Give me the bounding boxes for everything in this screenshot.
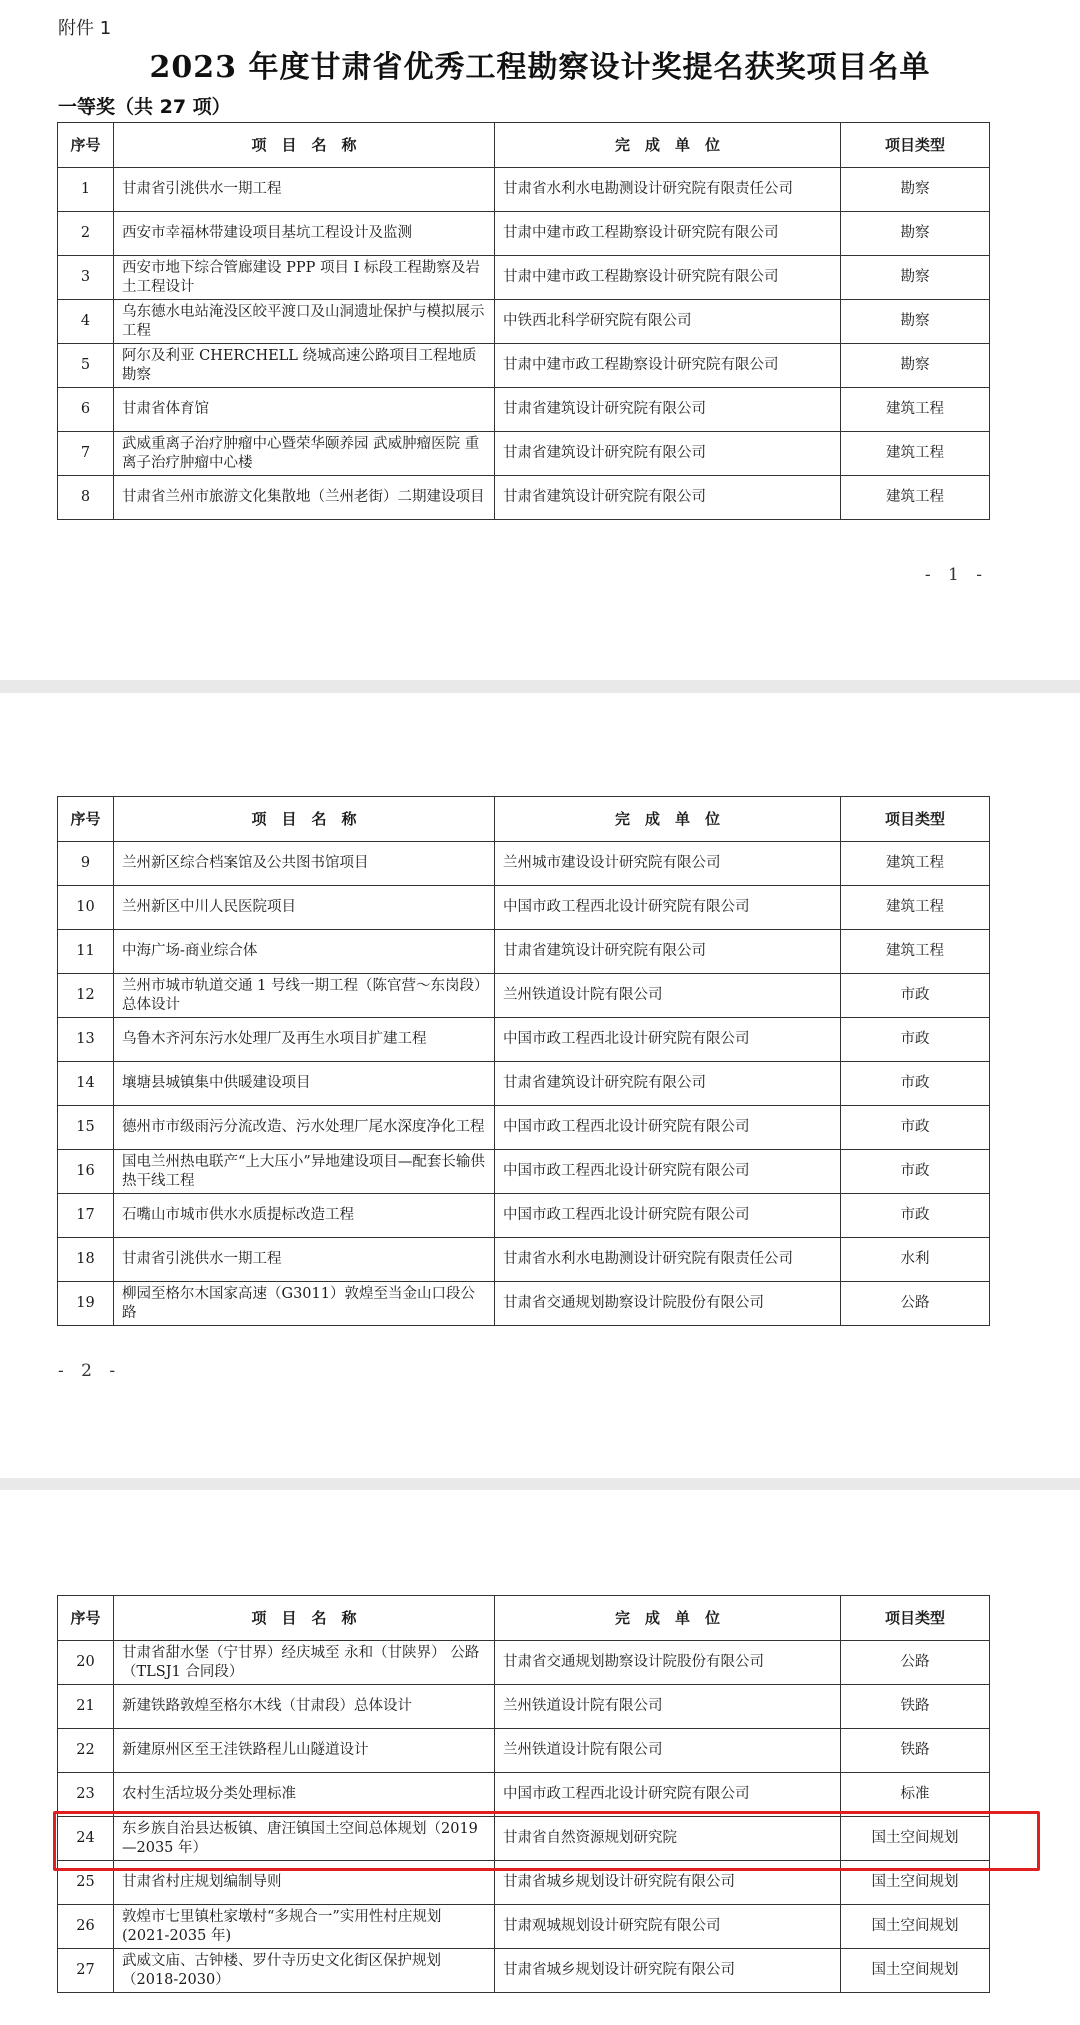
table-row <box>58 1238 990 1282</box>
project-name: 甘肃省体育馆 <box>114 388 495 432</box>
project-name: 石嘴山市城市供水水质提标改造工程 <box>114 1194 495 1238</box>
project-type: 市政 <box>841 1018 990 1062</box>
document-title: 2023 年度甘肃省优秀工程勘察设计奖提名获奖项目名单 <box>149 50 931 85</box>
attachment-label: 附件 1 <box>58 18 112 39</box>
row-number: 25 <box>58 1861 114 1905</box>
project-type: 建筑工程 <box>841 388 990 432</box>
header-project-name: 项 目 名 称 <box>114 1596 495 1641</box>
row-number: 13 <box>58 1018 114 1062</box>
row-number: 14 <box>58 1062 114 1106</box>
completing-unit: 兰州铁道设计院有限公司 <box>495 974 841 1018</box>
project-type: 铁路 <box>841 1685 990 1729</box>
award-heading: 一等奖（共 27 项） <box>58 96 231 118</box>
project-name: 东乡族自治县达板镇、唐汪镇国土空间总体规划（2019—2035 年） <box>114 1817 495 1861</box>
row-number: 24 <box>58 1817 114 1861</box>
project-name: 国电兰州热电联产“上大压小”异地建设项目—配套长输供热干线工程 <box>114 1150 495 1194</box>
project-type: 市政 <box>841 974 990 1018</box>
table-row <box>58 212 990 256</box>
header-unit: 完 成 单 位 <box>495 123 841 168</box>
project-name: 西安市幸福林带建设项目基坑工程设计及监测 <box>114 212 495 256</box>
header-project-name: 项 目 名 称 <box>114 123 495 168</box>
project-name: 中海广场-商业综合体 <box>114 930 495 974</box>
project-type: 市政 <box>841 1062 990 1106</box>
table-row <box>58 842 990 886</box>
project-name: 甘肃省兰州市旅游文化集散地（兰州老街）二期建设项目 <box>114 476 495 520</box>
table-row <box>58 1641 990 1685</box>
table-header-row <box>58 123 990 168</box>
project-type: 标准 <box>841 1773 990 1817</box>
table-row <box>58 930 990 974</box>
project-type: 市政 <box>841 1106 990 1150</box>
row-number: 9 <box>58 842 114 886</box>
completing-unit: 兰州铁道设计院有限公司 <box>495 1729 841 1773</box>
table-row <box>58 1861 990 1905</box>
header-type: 项目类型 <box>841 123 990 168</box>
table-row <box>58 1018 990 1062</box>
project-type: 建筑工程 <box>841 432 990 476</box>
header-number: 序号 <box>58 123 114 168</box>
document-page-1 <box>0 0 1080 680</box>
project-type: 市政 <box>841 1150 990 1194</box>
row-number: 20 <box>58 1641 114 1685</box>
project-name: 武威文庙、古钟楼、罗什寺历史文化街区保护规划（2018-2030） <box>114 1949 495 1993</box>
project-name: 兰州新区综合档案馆及公共图书馆项目 <box>114 842 495 886</box>
project-name: 甘肃省引洮供水一期工程 <box>114 168 495 212</box>
row-number: 17 <box>58 1194 114 1238</box>
project-type: 国土空间规划 <box>841 1949 990 1993</box>
table-row <box>58 1194 990 1238</box>
header-unit: 完 成 单 位 <box>495 1596 841 1641</box>
completing-unit: 中国市政工程西北设计研究院有限公司 <box>495 1194 841 1238</box>
project-name: 农村生活垃圾分类处理标准 <box>114 1773 495 1817</box>
completing-unit: 中国市政工程西北设计研究院有限公司 <box>495 1150 841 1194</box>
row-number: 15 <box>58 1106 114 1150</box>
project-type: 市政 <box>841 1194 990 1238</box>
project-name: 乌鲁木齐河东污水处理厂及再生水项目扩建工程 <box>114 1018 495 1062</box>
completing-unit: 兰州城市建设设计研究院有限公司 <box>495 842 841 886</box>
header-type: 项目类型 <box>841 1596 990 1641</box>
row-number: 19 <box>58 1282 114 1326</box>
project-type: 勘察 <box>841 168 990 212</box>
table-row <box>58 1729 990 1773</box>
project-name: 甘肃省甜水堡（宁甘界）经庆城至 永和（甘陕界） 公路（TLSJ1 合同段） <box>114 1641 495 1685</box>
row-number: 8 <box>58 476 114 520</box>
project-name: 武威重离子治疗肿瘤中心暨荣华颐养园 武威肿瘤医院 重离子治疗肿瘤中心楼 <box>114 432 495 476</box>
table-row <box>58 974 990 1018</box>
project-table-page-2 <box>57 796 990 1326</box>
project-type: 公路 <box>841 1282 990 1326</box>
table-row <box>58 1685 990 1729</box>
completing-unit: 兰州铁道设计院有限公司 <box>495 1685 841 1729</box>
page-number: - 2 - <box>58 1361 122 1381</box>
row-number: 23 <box>58 1773 114 1817</box>
project-type: 铁路 <box>841 1729 990 1773</box>
table-row <box>58 344 990 388</box>
row-number: 12 <box>58 974 114 1018</box>
table-header-row <box>58 1596 990 1641</box>
table-row <box>58 168 990 212</box>
table-row <box>58 432 990 476</box>
project-type: 建筑工程 <box>841 886 990 930</box>
project-type: 国土空间规划 <box>841 1861 990 1905</box>
project-name: 柳园至格尔木国家高速（G3011）敦煌至当金山口段公路 <box>114 1282 495 1326</box>
project-name: 敦煌市七里镇杜家墩村“多规合一”实用性村庄规划(2021-2035 年) <box>114 1905 495 1949</box>
completing-unit: 甘肃省水利水电勘测设计研究院有限责任公司 <box>495 168 841 212</box>
project-name: 德州市市级雨污分流改造、污水处理厂尾水深度净化工程 <box>114 1106 495 1150</box>
project-name: 新建原州区至王洼铁路程儿山隧道设计 <box>114 1729 495 1773</box>
row-number: 21 <box>58 1685 114 1729</box>
completing-unit: 中国市政工程西北设计研究院有限公司 <box>495 886 841 930</box>
completing-unit: 中铁西北科学研究院有限公司 <box>495 300 841 344</box>
completing-unit: 中国市政工程西北设计研究院有限公司 <box>495 1773 841 1817</box>
table-row <box>58 886 990 930</box>
row-number: 27 <box>58 1949 114 1993</box>
row-number: 1 <box>58 168 114 212</box>
completing-unit: 甘肃中建市政工程勘察设计研究院有限公司 <box>495 256 841 300</box>
header-number: 序号 <box>58 797 114 842</box>
completing-unit: 甘肃省建筑设计研究院有限公司 <box>495 930 841 974</box>
row-number: 22 <box>58 1729 114 1773</box>
header-type: 项目类型 <box>841 797 990 842</box>
header-unit: 完 成 单 位 <box>495 797 841 842</box>
project-type: 公路 <box>841 1641 990 1685</box>
project-name: 兰州新区中川人民医院项目 <box>114 886 495 930</box>
completing-unit: 甘肃省城乡规划设计研究院有限公司 <box>495 1949 841 1993</box>
table-row <box>58 1062 990 1106</box>
row-number: 6 <box>58 388 114 432</box>
row-number: 26 <box>58 1905 114 1949</box>
project-name: 西安市地下综合管廊建设 PPP 项目 I 标段工程勘察及岩土工程设计 <box>114 256 495 300</box>
completing-unit: 甘肃观城规划设计研究院有限公司 <box>495 1905 841 1949</box>
table-row <box>58 256 990 300</box>
project-name: 兰州市城市轨道交通 1 号线一期工程（陈官营～东岗段）总体设计 <box>114 974 495 1018</box>
project-type: 勘察 <box>841 256 990 300</box>
project-name: 壤塘县城镇集中供暖建设项目 <box>114 1062 495 1106</box>
project-type: 勘察 <box>841 344 990 388</box>
completing-unit: 甘肃省建筑设计研究院有限公司 <box>495 432 841 476</box>
completing-unit: 甘肃省自然资源规划研究院 <box>495 1817 841 1861</box>
completing-unit: 甘肃省建筑设计研究院有限公司 <box>495 388 841 432</box>
row-number: 2 <box>58 212 114 256</box>
document-page-2 <box>0 693 1080 1478</box>
project-name: 甘肃省引洮供水一期工程 <box>114 1238 495 1282</box>
completing-unit: 甘肃中建市政工程勘察设计研究院有限公司 <box>495 212 841 256</box>
project-type: 水利 <box>841 1238 990 1282</box>
project-name: 阿尔及利亚 CHERCHELL 绕城高速公路项目工程地质勘察 <box>114 344 495 388</box>
table-row <box>58 1106 990 1150</box>
table-row <box>58 388 990 432</box>
project-name: 乌东德水电站淹没区皎平渡口及山洞遗址保护与模拟展示工程 <box>114 300 495 344</box>
row-number: 7 <box>58 432 114 476</box>
table-row <box>58 1817 990 1861</box>
header-number: 序号 <box>58 1596 114 1641</box>
completing-unit: 中国市政工程西北设计研究院有限公司 <box>495 1018 841 1062</box>
table-row <box>58 476 990 520</box>
table-row <box>58 1150 990 1194</box>
row-number: 10 <box>58 886 114 930</box>
project-type: 国土空间规划 <box>841 1817 990 1861</box>
table-row <box>58 1905 990 1949</box>
page-number: - 1 - <box>924 565 988 585</box>
table-row <box>58 1282 990 1326</box>
completing-unit: 甘肃省建筑设计研究院有限公司 <box>495 1062 841 1106</box>
row-number: 3 <box>58 256 114 300</box>
project-name: 甘肃省村庄规划编制导则 <box>114 1861 495 1905</box>
table-row <box>58 1949 990 1993</box>
table-row <box>58 300 990 344</box>
project-table-page-3 <box>57 1595 990 1993</box>
project-type: 建筑工程 <box>841 476 990 520</box>
project-type: 勘察 <box>841 212 990 256</box>
project-type: 国土空间规划 <box>841 1905 990 1949</box>
document-page-3 <box>0 1490 1080 2025</box>
completing-unit: 甘肃省交通规划勘察设计院股份有限公司 <box>495 1282 841 1326</box>
completing-unit: 甘肃省城乡规划设计研究院有限公司 <box>495 1861 841 1905</box>
project-type: 建筑工程 <box>841 930 990 974</box>
completing-unit: 甘肃中建市政工程勘察设计研究院有限公司 <box>495 344 841 388</box>
row-number: 11 <box>58 930 114 974</box>
project-type: 勘察 <box>841 300 990 344</box>
completing-unit: 甘肃省建筑设计研究院有限公司 <box>495 476 841 520</box>
completing-unit: 甘肃省交通规划勘察设计院股份有限公司 <box>495 1641 841 1685</box>
completing-unit: 甘肃省水利水电勘测设计研究院有限责任公司 <box>495 1238 841 1282</box>
row-number: 5 <box>58 344 114 388</box>
table-header-row <box>58 797 990 842</box>
project-table-page-1 <box>57 122 990 520</box>
row-number: 4 <box>58 300 114 344</box>
completing-unit: 中国市政工程西北设计研究院有限公司 <box>495 1106 841 1150</box>
table-row <box>58 1773 990 1817</box>
project-type: 建筑工程 <box>841 842 990 886</box>
row-number: 16 <box>58 1150 114 1194</box>
project-name: 新建铁路敦煌至格尔木线（甘肃段）总体设计 <box>114 1685 495 1729</box>
header-project-name: 项 目 名 称 <box>114 797 495 842</box>
row-number: 18 <box>58 1238 114 1282</box>
